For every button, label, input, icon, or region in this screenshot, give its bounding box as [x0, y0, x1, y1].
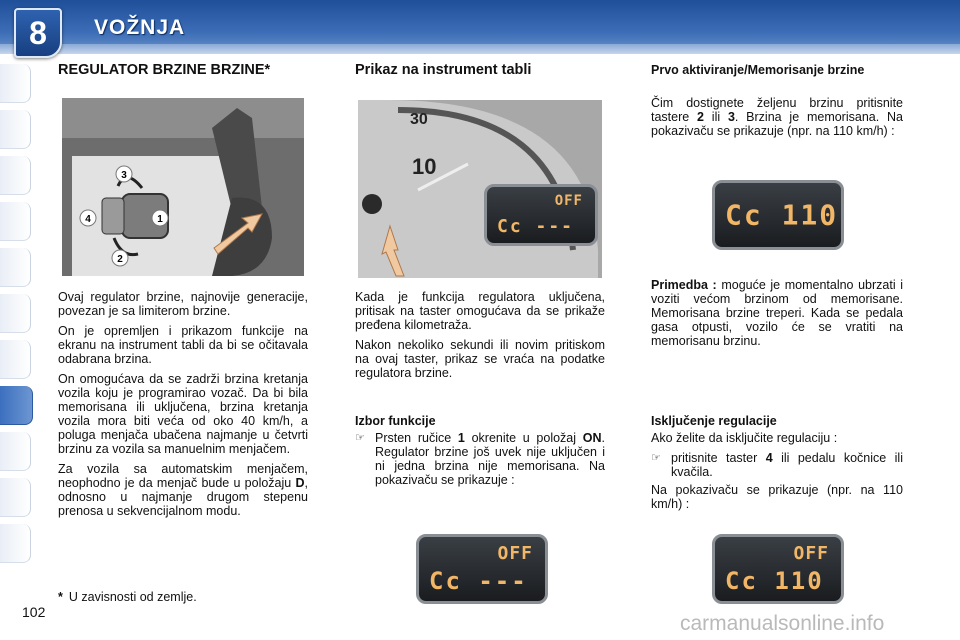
gear-position-d: D [295, 476, 305, 490]
text-fragment: . Brzina je memorisana. Na pokazivaču se prikazuje (npr. na 110 km/h) : [651, 110, 903, 138]
chapter-tab[interactable] [0, 294, 31, 333]
display-main-text: Cc 110 [725, 198, 839, 232]
chapter-tab[interactable] [0, 478, 31, 517]
chapter-tab[interactable] [0, 110, 31, 149]
text-fragment: okrenite u položaj [464, 431, 583, 445]
paragraph: On je opremljen i prikazom funkcije na ekranu na instrument tabli da bi se očitavala odabrana brzina. [58, 324, 308, 366]
pointing-hand-icon: ☞ [651, 452, 661, 464]
note-paragraph [651, 278, 903, 348]
pointing-hand-icon: ☞ [355, 432, 365, 444]
text-fragment: Za vozila sa automatskim menjačem, neophodno je da menjač bude u položaju [58, 462, 308, 490]
text-fragment: Prsten ručice [375, 431, 458, 445]
display-off-text: OFF [793, 543, 829, 564]
chapter-tabs [0, 64, 34, 574]
paragraph [651, 96, 903, 138]
stalk-illustration [62, 98, 304, 276]
stalk-label-2: 2 [117, 254, 123, 265]
chapter-tab[interactable] [0, 524, 31, 563]
text-fragment: pritisnite taster [671, 451, 766, 465]
chapter-title: VOŽNJA [94, 16, 186, 39]
chapter-tab[interactable] [0, 248, 31, 287]
text-fragment: , odnosno u najmanje drugom stepenu prenosa u sekvencijalnom modu. [58, 476, 308, 518]
instrument-cluster-image [358, 100, 602, 278]
section-heading: REGULATOR BRZINE BRZINE* [58, 62, 271, 78]
text-fragment: . Regulator brzine još uvek nije uključen i ni jedna brzina nije memorisana. Na pokazivaču se prikazuje : [375, 431, 605, 487]
bullet-item [355, 431, 605, 487]
selection-display [416, 534, 548, 604]
stalk-label-4: 4 [85, 214, 91, 225]
control-3: 3 [727, 110, 735, 124]
text-fragment: ili [703, 110, 728, 124]
paragraph: On omogućava da se zadrži brzina kretanja vozila koju je programirao vozač. Da bi bila memorisana ili uključena, brzina kretanja vozila mora biti veća od oko 40 km/h, a poluga menjača ubačena najmanje u četvrti brzinu za vozila sa manuelnim menjačem. [58, 372, 308, 456]
header-divider [0, 44, 960, 54]
text-fragment: Čim dostignete željenu brzinu pritisnite tastere [651, 96, 903, 124]
col3-body [651, 96, 903, 144]
paragraph [58, 462, 308, 518]
cluster-display [484, 184, 598, 246]
section-heading: Prikaz na instrument tabli [355, 62, 532, 78]
display-main-text: Cc --- [497, 216, 575, 237]
stalk-label-3: 3 [121, 170, 127, 181]
stalk-label-1: 1 [157, 214, 163, 225]
chapter-tab[interactable] [0, 432, 31, 471]
section-heading: Prvo aktiviranje/Memorisanje brzine [651, 63, 865, 77]
col2-body [355, 290, 605, 386]
col1-body [58, 290, 308, 524]
control-2: 2 [697, 110, 704, 124]
dial-label-30: 30 [410, 111, 428, 128]
col3-note [651, 278, 903, 354]
display-off-text: OFF [554, 193, 583, 209]
footnote-text: U zavisnosti od zemlje. [68, 590, 197, 604]
chapter-number-badge: 8 [14, 8, 62, 58]
note-label: Primedba : [651, 278, 717, 292]
cruise-control-stalk-image [62, 98, 304, 276]
chapter-tab[interactable] [0, 340, 31, 379]
control-1: 1 [457, 431, 465, 445]
paragraph: Kada je funkcija regulatora uključena, pritisak na taster omogućava da se prikaže pređena kilometraža. [355, 290, 605, 332]
paragraph: Ovaj regulator brzine, najnovije generacije, povezan je sa limiterom brzine. [58, 290, 308, 318]
sub-heading: Izbor funkcije [355, 414, 436, 428]
footnote [58, 590, 203, 604]
chapter-tab-active[interactable] [0, 386, 33, 425]
display-off-text: OFF [497, 543, 533, 564]
paragraph: Ako želite da isključite regulaciju : [651, 431, 838, 445]
col2-selection [355, 414, 605, 491]
page-number: 102 [22, 604, 46, 620]
display-main-text: Cc --- [429, 567, 528, 595]
col3-disable [651, 414, 903, 517]
paragraph: Na pokazivaču se prikazuje (npr. na 110 km/h) : [651, 483, 903, 511]
sub-heading: Isključenje regulacije [651, 414, 777, 428]
chapter-tab[interactable] [0, 202, 31, 241]
note-text: moguće je momentalno ubrzati i voziti većom brzinom od memorisane. Memorisana brzine treperi. Kada se pedala gasa otpusti, vozilo će se vratiti na memorisanu brzinu. [651, 278, 903, 348]
dial-label-10: 10 [412, 154, 437, 179]
footnote-mark: * [58, 590, 63, 604]
watermark-text: carmanualsonline.info [680, 612, 885, 635]
text-fragment: ili pedalu kočnice ili kvačila. [671, 451, 903, 479]
disable-display [712, 534, 844, 604]
chapter-tab[interactable] [0, 156, 31, 195]
chapter-tab[interactable] [0, 64, 31, 103]
display-main-text: Cc 110 [725, 567, 824, 595]
bullet-text [671, 451, 903, 479]
paragraph: Nakon nekoliko sekundi ili novim pritiskom na ovaj taster, prikaz se vraća na podatke regulatora brzine. [355, 338, 605, 380]
position-on: ON [582, 431, 602, 445]
bullet-text [375, 431, 605, 487]
bullet-item [651, 451, 903, 479]
control-4: 4 [765, 451, 773, 465]
memorised-speed-display [712, 180, 844, 250]
